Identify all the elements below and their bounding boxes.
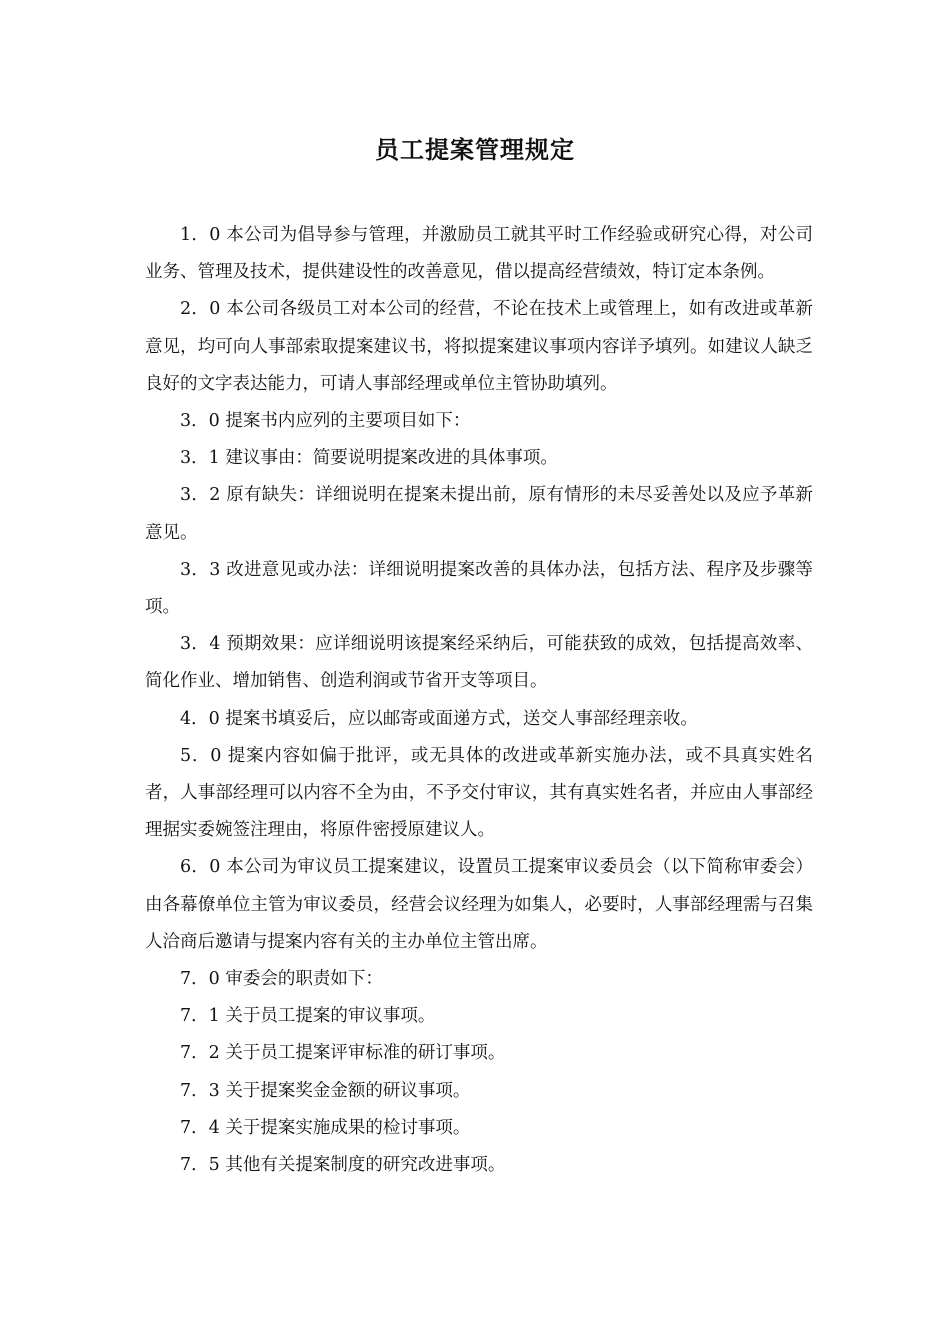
paragraph-3-3: 3．3 改进意见或办法：详细说明提案改善的具体办法，包括方法、程序及步骤等项。 [145,559,813,618]
paragraph-3-4: 3．4 预期效果：应详细说明该提案经采纳后，可能获致的成效，包括提高效率、简化作业、增加销售、创造利润或节省开支等项目。 [145,634,813,692]
paragraph-3-0: 3．0 提案书内应列的主要项目如下： [180,411,471,432]
paragraph-3-1: 3．1 建议事由：简要说明提案改进的具体事项。 [180,448,558,469]
paragraph-7-5: 7．5 其他有关提案制度的研究改进事项。 [180,1155,506,1176]
paragraph-1-0: 1．0 本公司为倡导参与管理，并激励员工就其平时工作经验或研究心得，对公司业务、管理及技术，提供建设性的改善意见，借以提高经营绩效，特订定本条例。 [145,225,813,283]
paragraph-3-2: 3．2 原有缺失：详细说明在提案未提出前，原有情形的未尽妥善处以及应予革新意见。 [145,485,813,543]
paragraph-4-0: 4．0 提案书填妥后，应以邮寄或面递方式，送交人事部经理亲收。 [180,708,698,729]
paragraph-7-0: 7．0 审委会的职责如下： [180,969,383,990]
document-body [145,217,813,1184]
paragraph-7-3: 7．3 关于提案奖金金额的研议事项。 [180,1080,471,1101]
paragraph-5-0: 5．0 提案内容如偏于批评，或无具体的改进或革新实施办法，或不具真实姓名者，人事部经理可以内容不全为由，不予交付审议，其有真实姓名者，并应由人事部经理据实委婉签注理由，将原件密授原建议人。 [145,745,813,841]
document-title: 员工提案管理规定 [375,135,575,164]
paragraph-7-1: 7．1 关于员工提案的审议事项。 [180,1006,436,1027]
paragraph-2-0: 2．0 本公司各级员工对本公司的经营，不论在技术上或管理上，如有改进或革新意见，均可向人事部索取提案建议书，将拟提案建议事项内容详予填列。如建议人缺乏良好的文字表达能力，可请人事部经理或单位主管协助填列。 [145,299,813,394]
paragraph-7-4: 7．4 关于提案实施成果的检讨事项。 [180,1117,471,1138]
paragraph-7-2: 7．2 关于员工提案评审标准的研订事项。 [180,1043,506,1064]
paragraph-6-0: 6．0 本公司为审议员工提案建议，设置员工提案审议委员会（以下简称审委会）由各幕僚单位主管为审议委员，经营会议经理为如集人，必要时，人事部经理需与召集人洽商后邀请与提案内容有关的主办单位主管出席。 [145,857,813,952]
